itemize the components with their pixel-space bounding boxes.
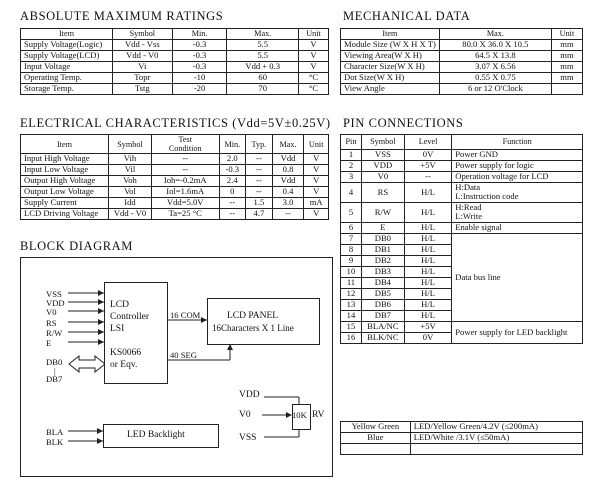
pin-level: H/L [404, 310, 451, 321]
table-cell: V [299, 40, 329, 51]
seg-label: 40 SEG [170, 350, 197, 360]
column-header: Max. [439, 29, 551, 40]
table-cell: -- [219, 198, 246, 209]
pin-symbol: DB6 [361, 299, 404, 310]
column-header: Level [404, 135, 451, 150]
table-cell: 60 [227, 73, 299, 84]
bla-label: BLA [46, 427, 64, 437]
table-cell: Vdd [272, 154, 304, 165]
table-cell: -10 [172, 73, 227, 84]
table-cell: 0.8 [272, 165, 304, 176]
pot-v0-label: V0 [239, 410, 251, 420]
table-cell: LED/White /3.1V (≤50mA) [410, 433, 582, 444]
signal-rw-label: R/W [46, 328, 63, 338]
table-cell: Vdd - Vss [112, 40, 172, 51]
com-label: 16 COM [170, 310, 201, 320]
pin-number: 12 [341, 288, 362, 299]
table-cell: V [299, 62, 329, 73]
pins-title: PIN CONNECTIONS [343, 116, 464, 130]
column-header: Item [341, 29, 440, 40]
table-cell: mm [551, 73, 582, 84]
pin-symbol: BLA/NC [361, 321, 404, 332]
abs-max-title: ABSOLUTE MAXIMUM RATINGS [20, 9, 224, 23]
table-cell: 80.0 X 36.0 X 10.5 [439, 40, 551, 51]
pin-symbol: BLK/NC [361, 332, 404, 343]
table-cell: 5.5 [227, 40, 299, 51]
pin-level: +5V [404, 161, 451, 172]
table-cell: Vdd - V0 [109, 209, 152, 220]
table-cell: -20 [172, 84, 227, 95]
table-cell: -0.3 [172, 40, 227, 51]
column-header: Typ. [246, 135, 273, 154]
column-header: Item [21, 29, 113, 40]
table-cell: Input Voltage [21, 62, 113, 73]
signal-v0-label: V0 [46, 307, 57, 317]
table-cell: 0.55 X 0.75 [439, 73, 551, 84]
pot-vss-label: VSS [239, 433, 257, 443]
table-cell: Blue [341, 433, 411, 444]
table-cell: mA [304, 198, 329, 209]
pin-level: 0V [404, 332, 451, 343]
table-cell: Viewing Area(W X H) [341, 51, 440, 62]
table-cell: V [304, 187, 329, 198]
table-cell: V [304, 209, 329, 220]
table-cell: 5.5 [227, 51, 299, 62]
column-header: Unit [299, 29, 329, 40]
pin-symbol: DB7 [361, 310, 404, 321]
table-cell: mm [551, 62, 582, 73]
table-cell: 70 [227, 84, 299, 95]
pin-number: 2 [341, 161, 362, 172]
pin-number: 4 [341, 183, 362, 203]
table-cell: Storage Temp. [21, 84, 113, 95]
pin-number: 16 [341, 332, 362, 343]
table-cell: -0.3 [219, 165, 246, 176]
pin-function: H:Data L:Instruction code [452, 183, 583, 203]
pin-symbol: DB3 [361, 266, 404, 277]
electrical-title: ELECTRICAL CHARACTERISTICS (Vdd=5V±0.25V) [20, 116, 331, 130]
table-cell: -- [219, 209, 246, 220]
pin-symbol: R/W [361, 202, 404, 222]
pin-level: H/L [404, 222, 451, 233]
table-cell: Yellow Green [341, 422, 411, 433]
table-cell: 3.0 [272, 198, 304, 209]
pin-symbol: RS [361, 183, 404, 203]
table-cell: -- [246, 176, 273, 187]
pin-level: H/L [404, 183, 451, 203]
column-header: Max. [227, 29, 299, 40]
pin-function: Operation voltage for LCD [452, 172, 583, 183]
panel-format-label: 16Characters X 1 Line [212, 323, 294, 333]
pin-symbol: VSS [361, 150, 404, 161]
table-cell: Ioh=-0.2mA [151, 176, 219, 187]
table-cell: Vdd=5.0V [151, 198, 219, 209]
pin-number: 14 [341, 310, 362, 321]
controller-label-2: Controller [110, 312, 150, 322]
pin-number: 7 [341, 233, 362, 244]
table-cell: V [299, 51, 329, 62]
pin-symbol: E [361, 222, 404, 233]
table-cell: -- [151, 154, 219, 165]
column-header: Max. [272, 135, 304, 154]
mechanical-title: MECHANICAL DATA [343, 9, 471, 23]
panel-label: LCD PANEL [227, 311, 279, 321]
controller-ic-label-1: KS0066 [110, 348, 142, 358]
table-cell: Tstg [112, 84, 172, 95]
pin-function-backlight: Power supply for LED backlight [452, 321, 583, 343]
table-cell: °C [299, 73, 329, 84]
pot-vdd-label: VDD [239, 390, 260, 400]
controller-label-3: LSI [110, 324, 125, 334]
table-cell: -- [272, 209, 304, 220]
db-bar-label: | [54, 366, 56, 376]
pin-level: H/L [404, 277, 451, 288]
table-cell: -- [246, 154, 273, 165]
signal-vdd-label: VDD [46, 298, 65, 308]
table-cell: Vi [112, 62, 172, 73]
table-cell: 6 or 12 O'Clock [439, 84, 551, 95]
signal-vss-label: VSS [46, 289, 62, 299]
pin-level: +5V [404, 321, 451, 332]
column-header: Pin [341, 135, 362, 150]
table-cell: V [304, 165, 329, 176]
table-cell: -- [246, 187, 273, 198]
column-header: Symbol [112, 29, 172, 40]
table-cell: Input Low Voltage [21, 165, 109, 176]
table-cell: Output Low Voltage [21, 187, 109, 198]
column-header: Unit [304, 135, 329, 154]
pin-symbol: VDD [361, 161, 404, 172]
rv-label: RV [312, 410, 325, 420]
block-title: BLOCK DIAGRAM [20, 239, 134, 253]
pin-symbol: V0 [361, 172, 404, 183]
table-cell: -- [246, 165, 273, 176]
table-cell: -0.3 [172, 51, 227, 62]
table-cell: Vih [109, 154, 152, 165]
table-cell: Dot Size(W X H) [341, 73, 440, 84]
pin-number: 1 [341, 150, 362, 161]
pin-level: H/L [404, 266, 451, 277]
table-cell: 0 [219, 187, 246, 198]
blk-label: BLK [46, 437, 64, 447]
pin-symbol: DB2 [361, 255, 404, 266]
table-cell: 0.4 [272, 187, 304, 198]
table-cell: Iol=1.6mA [151, 187, 219, 198]
table-cell: V [304, 176, 329, 187]
table-cell: Vdd - V0 [112, 51, 172, 62]
table-cell: Supply Current [21, 198, 109, 209]
table-cell: LED/Yellow Green/4.2V (≤200mA) [410, 422, 582, 433]
db0-label: DB0 [46, 357, 63, 367]
signal-e-label: E [46, 338, 52, 348]
table-cell: Voh [109, 176, 152, 187]
table-cell: 3.07 X 6.56 [439, 62, 551, 73]
pin-number: 11 [341, 277, 362, 288]
table-cell: 1.5 [246, 198, 273, 209]
column-header: Symbol [109, 135, 152, 154]
table-cell: Supply Voltage(Logic) [21, 40, 113, 51]
pin-number: 10 [341, 266, 362, 277]
table-cell: View Angle [341, 84, 440, 95]
pin-number: 8 [341, 244, 362, 255]
column-header: Test Condition [151, 135, 219, 154]
table-cell: Character Size(W X H) [341, 62, 440, 73]
table-cell: Idd [109, 198, 152, 209]
table-cell: 2.0 [219, 154, 246, 165]
pin-function-databus: Data bus line [452, 233, 583, 321]
table-cell: Vil [109, 165, 152, 176]
pin-number: 3 [341, 172, 362, 183]
pin-function: H:Read L:Write [452, 202, 583, 222]
pin-level: H/L [404, 233, 451, 244]
pin-number: 9 [341, 255, 362, 266]
pin-level: H/L [404, 202, 451, 222]
table-cell: -- [151, 165, 219, 176]
table-cell: V [304, 154, 329, 165]
pin-number: 15 [341, 321, 362, 332]
pin-number: 6 [341, 222, 362, 233]
table-cell: 64.5 X 13.8 [439, 51, 551, 62]
pin-function: Enable signal [452, 222, 583, 233]
table-cell: Supply Voltage(LCD) [21, 51, 113, 62]
table-cell: mm [551, 40, 582, 51]
column-header: Symbol [361, 135, 404, 150]
pin-number: 13 [341, 299, 362, 310]
table-cell: 2.4 [219, 176, 246, 187]
table-cell: 4.7 [246, 209, 273, 220]
pin-symbol: DB1 [361, 244, 404, 255]
pin-symbol: DB4 [361, 277, 404, 288]
table-cell: mm [551, 51, 582, 62]
controller-label-1: LCD [110, 300, 129, 310]
pin-function: Power supply for logic [452, 161, 583, 172]
column-header: Min. [219, 135, 246, 154]
table-cell: LCD Driving Voltage [21, 209, 109, 220]
table-cell: °C [299, 84, 329, 95]
table-cell: Module Size (W X H X T) [341, 40, 440, 51]
table-cell: Vdd + 0.3 [227, 62, 299, 73]
pin-level: H/L [404, 255, 451, 266]
column-header: Function [452, 135, 583, 150]
pin-symbol: DB0 [361, 233, 404, 244]
pin-level: -- [404, 172, 451, 183]
pin-level: H/L [404, 288, 451, 299]
table-cell: Input High Voltage [21, 154, 109, 165]
table-cell: Operating Temp. [21, 73, 113, 84]
pot-value-label: 10K [292, 410, 307, 420]
controller-ic-label-2: or Eqv. [110, 360, 138, 370]
pin-symbol: DB5 [361, 288, 404, 299]
pin-level: H/L [404, 299, 451, 310]
table-cell: Vdd [272, 176, 304, 187]
pin-function: Power GND [452, 150, 583, 161]
table-cell: Ta=25 °C [151, 209, 219, 220]
column-header: Item [21, 135, 109, 154]
column-header: Min. [172, 29, 227, 40]
signal-rs-label: RS [46, 318, 57, 328]
table-cell: Output High Voltage [21, 176, 109, 187]
pin-level: H/L [404, 244, 451, 255]
table-cell: -0.3 [172, 62, 227, 73]
table-cell: Topr [112, 73, 172, 84]
table-cell: Vol [109, 187, 152, 198]
pin-number: 5 [341, 202, 362, 222]
led-backlight-label: LED Backlight [127, 430, 185, 440]
db7-label: DB7 [46, 374, 63, 384]
pin-level: 0V [404, 150, 451, 161]
column-header: Unit [551, 29, 582, 40]
